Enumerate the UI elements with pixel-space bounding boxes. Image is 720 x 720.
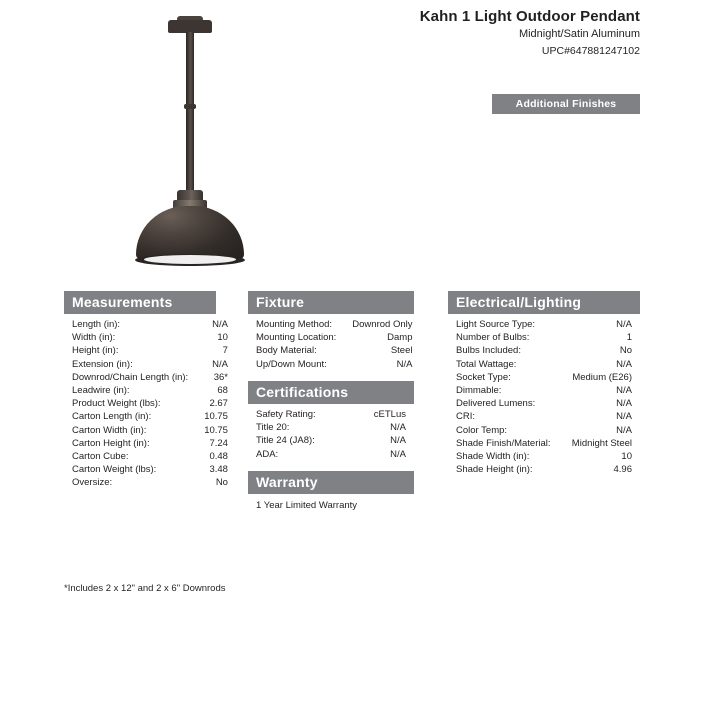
spec-value: Downrod Only: [352, 319, 413, 330]
electrical-section: [448, 291, 640, 476]
spec-value: Damp: [387, 332, 413, 344]
spec-label: Light Source Type:: [456, 319, 536, 330]
table-row: [448, 318, 640, 331]
table-row: [64, 410, 236, 423]
spec-label: Title 20:: [256, 422, 290, 434]
additional-finishes-button[interactable]: Additional Finishes: [492, 94, 640, 114]
table-row: [448, 450, 640, 463]
table-row: [64, 344, 236, 357]
table-row: [64, 358, 236, 371]
spec-label: Carton Cube:: [72, 451, 129, 463]
spec-value: Steel: [390, 345, 413, 357]
table-row: [64, 424, 236, 437]
spec-value: Medium (E26): [572, 371, 632, 383]
product-finish: Midnight/Satin Aluminum: [518, 28, 640, 40]
table-row: [248, 318, 420, 331]
spec-value: 10: [621, 451, 632, 463]
product-header: [420, 8, 640, 58]
spec-label: Body Material:: [256, 345, 317, 357]
spec-label: Safety Rating:: [256, 409, 316, 420]
table-row: [64, 397, 236, 410]
spec-value: 0.48: [209, 451, 228, 463]
spec-value: No: [619, 345, 632, 357]
spec-label: Dimmable:: [456, 385, 502, 397]
spec-value: N/A: [212, 358, 228, 370]
spec-label: Carton Weight (lbs):: [72, 464, 157, 476]
spec-label: Product Weight (lbs):: [72, 398, 161, 410]
dome-shade: [136, 206, 244, 260]
spec-value: No: [215, 477, 228, 489]
product-image: [100, 8, 280, 268]
spec-label: Carton Height (in):: [72, 437, 150, 449]
warranty-section: [248, 471, 414, 512]
spec-label: Title 24 (JA8):: [256, 435, 315, 447]
table-row: [64, 463, 236, 476]
spec-label: Bulbs Included:: [456, 345, 521, 357]
spec-value: N/A: [212, 319, 228, 330]
table-row: [64, 384, 236, 397]
product-upc: UPC#647881247102: [541, 45, 640, 57]
electrical-heading: Electrical/Lighting: [448, 291, 640, 314]
spec-label: Width (in):: [72, 332, 116, 344]
table-row: [448, 384, 640, 397]
spec-value: 4.96: [613, 464, 632, 476]
measurements-heading: Measurements: [64, 291, 216, 314]
table-row: [448, 424, 640, 437]
certifications-heading: Certifications: [248, 381, 414, 404]
spec-label: Leadwire (in):: [72, 385, 130, 397]
table-row: [448, 437, 640, 450]
spec-label: Delivered Lumens:: [456, 398, 536, 410]
fixture-section: [248, 291, 414, 371]
warranty-heading: Warranty: [248, 471, 414, 494]
table-row: [64, 476, 236, 489]
spec-label: Extension (in):: [72, 358, 133, 370]
spec-label: Mounting Location:: [256, 332, 337, 344]
spec-value: 7.24: [209, 437, 228, 449]
downrod: [186, 32, 194, 192]
spec-value: 10: [217, 332, 228, 344]
spec-value: N/A: [396, 358, 413, 370]
spec-label: Carton Width (in):: [72, 424, 147, 436]
spec-value: 10.75: [204, 411, 228, 423]
certifications-table: [248, 408, 414, 461]
table-row: [64, 331, 236, 344]
table-row: [248, 358, 420, 371]
spec-label: Total Wattage:: [456, 358, 517, 370]
fixture-table: [248, 318, 420, 371]
downrod-footnote: *Includes 2 x 12" and 2 x 6" Downrods: [64, 583, 226, 594]
spec-value: 68: [217, 385, 228, 397]
spec-value: N/A: [616, 424, 632, 436]
spec-value: N/A: [616, 411, 632, 423]
spec-label: Shade Height (in):: [456, 464, 533, 476]
downrod-joint: [184, 104, 196, 109]
spec-label: Shade Finish/Material:: [456, 437, 551, 449]
spec-label: Socket Type:: [456, 371, 511, 383]
spec-value: Midnight Steel: [571, 437, 632, 449]
spec-value: 1: [626, 332, 632, 344]
table-row: [64, 450, 236, 463]
spec-value: 3.48: [209, 464, 228, 476]
spec-label: Carton Length (in):: [72, 411, 152, 423]
spec-label: CRI:: [456, 411, 475, 423]
spec-label: Color Temp:: [456, 424, 508, 436]
spec-value: N/A: [616, 398, 632, 410]
spec-value: N/A: [390, 422, 406, 434]
spec-value: N/A: [616, 358, 632, 370]
fixture-heading: Fixture: [248, 291, 414, 314]
table-row: [248, 344, 420, 357]
shade-interior: [144, 255, 236, 264]
certifications-section: [248, 381, 414, 461]
electrical-table: [448, 318, 640, 476]
table-row: [448, 344, 640, 357]
table-row: [448, 358, 640, 371]
table-row: [448, 397, 640, 410]
measurements-table: [64, 318, 236, 490]
spec-label: Up/Down Mount:: [256, 358, 327, 370]
table-row: [248, 408, 414, 421]
spec-value: 10.75: [204, 424, 228, 436]
spec-label: Length (in):: [72, 319, 121, 330]
table-row: [64, 371, 236, 384]
table-row: [448, 463, 640, 476]
spec-value: 7: [222, 345, 228, 357]
spec-value: N/A: [390, 435, 406, 447]
table-row: [448, 331, 640, 344]
page-title: Kahn 1 Light Outdoor Pendant: [419, 8, 640, 25]
spec-value: 36*: [213, 371, 228, 383]
spec-label: Shade Width (in):: [456, 451, 530, 463]
spec-label: Number of Bulbs:: [456, 332, 530, 344]
table-row: [64, 437, 236, 450]
warranty-text: 1 Year Limited Warranty: [256, 500, 358, 511]
spec-value: cETLus: [373, 409, 406, 420]
spec-label: Height (in):: [72, 345, 119, 357]
table-row: [248, 421, 414, 434]
spec-label: ADA:: [256, 448, 279, 460]
table-row: [248, 434, 414, 447]
spec-value: N/A: [390, 448, 406, 460]
table-row: [448, 410, 640, 423]
table-row: [448, 371, 640, 384]
spec-label: Mounting Method:: [256, 319, 333, 330]
measurements-section: [64, 291, 228, 490]
spec-label: Oversize:: [72, 477, 113, 489]
spec-value: N/A: [616, 385, 632, 397]
table-row: [248, 331, 420, 344]
table-row: [248, 448, 414, 461]
spec-value: 2.67: [209, 398, 228, 410]
spec-label: Downrod/Chain Length (in):: [72, 371, 189, 383]
spec-value: N/A: [616, 319, 632, 330]
table-row: [64, 318, 236, 331]
